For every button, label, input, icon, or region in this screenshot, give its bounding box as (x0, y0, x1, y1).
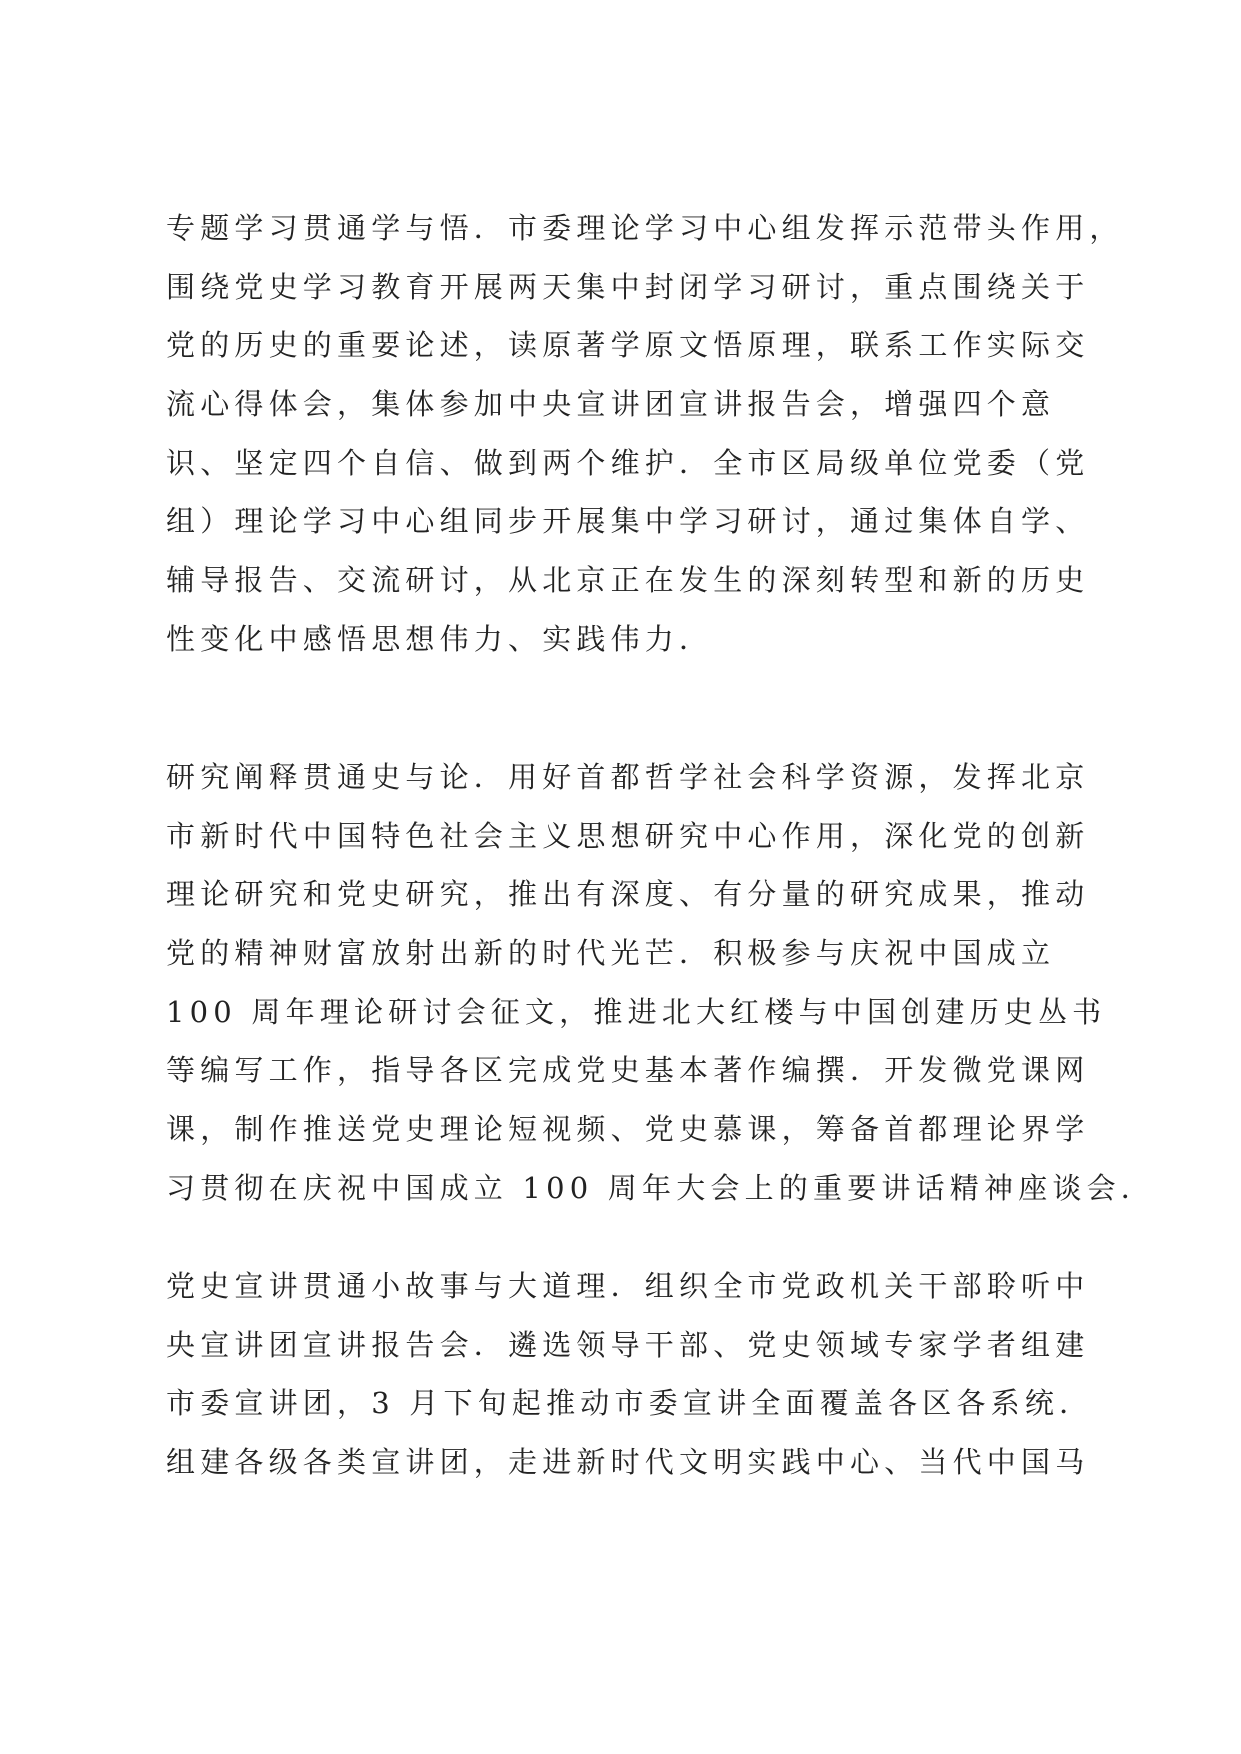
text-line: 100 周年理论研讨会征文，推进北大红楼与中国创建历史丛书 (166, 994, 1107, 1029)
text-line: 性变化中感悟思想伟力、实践伟力． (166, 621, 714, 656)
text-line: 组建各级各类宣讲团，走进新时代文明实践中心、当代中国马 (166, 1445, 1090, 1480)
text-line: 央宣讲团宣讲报告会．遴选领导干部、党史领域专家学者组建 (166, 1327, 1090, 1362)
paragraph-research (166, 748, 1155, 1218)
text-line: 课，制作推送党史理论短视频、党史慕课，筹备首都理论界学 (166, 1112, 1090, 1147)
text-line: 市委宣讲团，3 月下旬起推动市委宣讲全面覆盖各区各系统． (166, 1386, 1094, 1421)
paragraph-study (166, 199, 1124, 669)
text-line: 辅导报告、交流研讨，从北京正在发生的深刻转型和新的历史 (166, 563, 1090, 598)
text-line: 等编写工作，指导各区完成党史基本著作编撰．开发微党课网 (166, 1053, 1090, 1088)
paragraph-lecture (166, 1257, 1094, 1492)
text-line: 党史宣讲贯通小故事与大道理．组织全市党政机关干部聆听中 (166, 1269, 1090, 1303)
text-line: 市新时代中国特色社会主义思想研究中心作用，深化党的创新 (166, 818, 1090, 853)
text-line: 围绕党史学习教育开展两天集中封闭学习研讨，重点围绕关于 (166, 269, 1090, 304)
text-line: 组）理论学习中心组同步开展集中学习研讨，通过集体自学、 (166, 504, 1090, 539)
text-line: 习贯彻在庆祝中国成立 100 周年大会上的重要讲话精神座谈会． (166, 1170, 1155, 1205)
text-line: 党的精神财富放射出新的时代光芒．积极参与庆祝中国成立 (166, 936, 1056, 971)
text-line: 理论研究和党史研究，推出有深度、有分量的研究成果，推动 (166, 877, 1090, 912)
text-line: 研究阐释贯通史与论．用好首都哲学社会科学资源，发挥北京 (166, 760, 1090, 794)
text-line: 专题学习贯通学与悟．市委理论学习中心组发挥示范带头作用， (166, 211, 1124, 245)
text-line: 流心得体会，集体参加中央宣讲团宣讲报告会，增强四个意 (166, 387, 1056, 422)
text-line: 党的历史的重要论述，读原著学原文悟原理，联系工作实际交 (166, 328, 1090, 363)
text-line: 识、坚定四个自信、做到两个维护．全市区局级单位党委（党 (166, 445, 1090, 480)
